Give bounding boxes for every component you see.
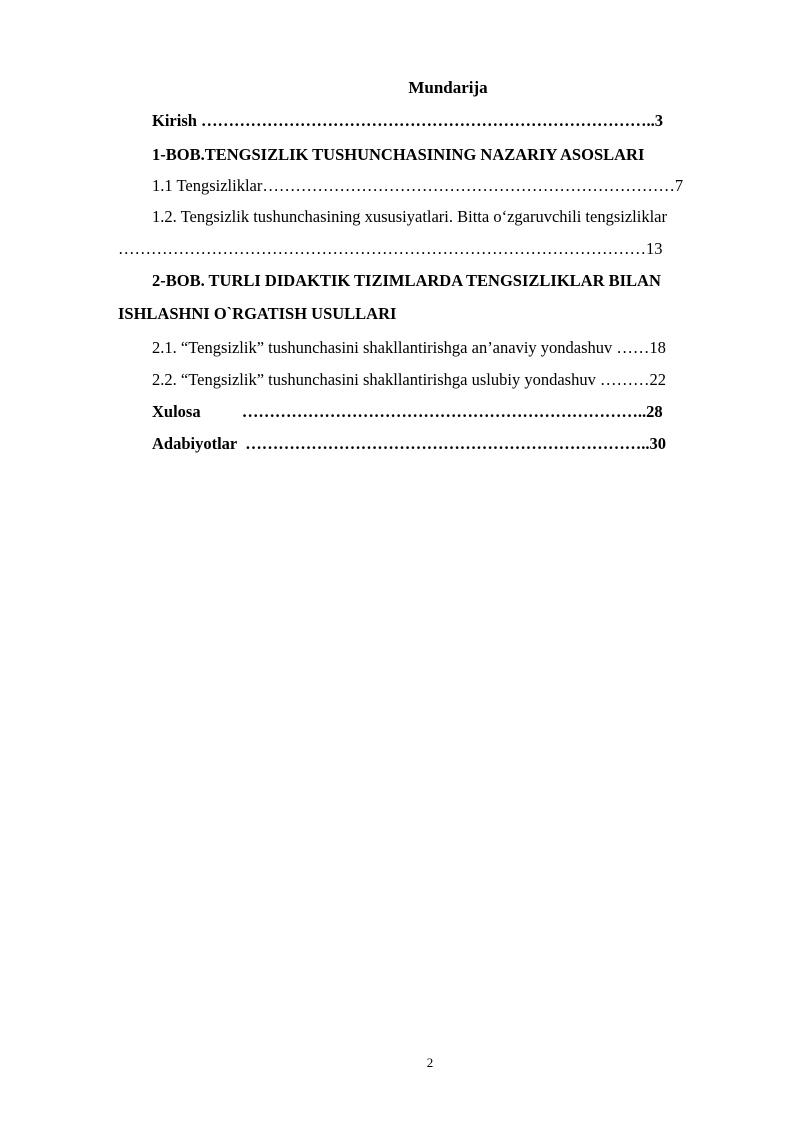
toc-entry-2-1: 2.1. “Tengsizlik” tushunchasini shakllantirishga an’anaviy yondashuv ……18 (152, 338, 666, 357)
toc-chapter-2: 2-BOB. TURLI DIDAKTIK TIZIMLARDA TENGSIZLIKLAR BILAN (152, 271, 661, 290)
toc-entry-1-2-leader: ……………………………………………………………………………………13 (118, 239, 663, 258)
toc-entry-1-1: 1.1 Tengsizliklar…………………………………………………………………7 (152, 176, 684, 195)
toc-entry-2-2: 2.2. “Tengsizlik” tushunchasini shakllantirishga uslubiy yondashuv ………22 (152, 370, 666, 389)
toc-title: Mundarija (408, 78, 488, 97)
toc-chapter-1: 1-BOB.TENGSIZLIK TUSHUNCHASINING NAZARIY ASOSLARI (152, 145, 645, 164)
toc-entry-kirish: Kirish ………………………………………………………………………..3 (152, 111, 664, 130)
page-number: 2 (426, 1055, 434, 1070)
toc-chapter-2-cont: ISHLASHNI O`RGATISH USULLARI (118, 304, 397, 323)
toc-entry-adabiyotlar: Adabiyotlar ………………………………………………………………..30 (152, 434, 666, 453)
toc-entry-1-2: 1.2. Tengsizlik tushunchasining xususiyatlari. Bitta o‘zgaruvchili tengsizliklar (152, 207, 667, 226)
toc-entry-xulosa: Xulosa ………………………………………………………………..28 (152, 402, 663, 421)
